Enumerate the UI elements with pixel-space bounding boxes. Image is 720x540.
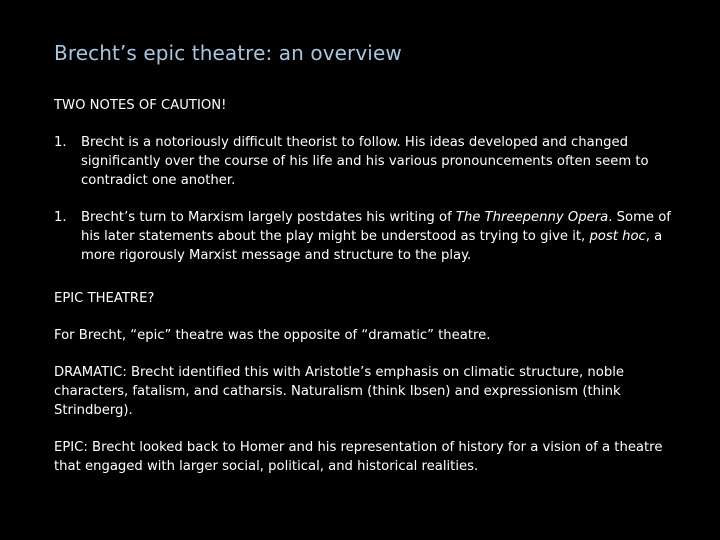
caution-item-2 <box>54 208 674 265</box>
paragraph-definition: For Brecht, “epic” theatre was the opposite of “dramatic” theatre. <box>54 328 491 343</box>
item-text-before: Brecht’s turn to Marxism largely postdates his writing of <box>81 210 456 225</box>
caution-heading: TWO NOTES OF CAUTION! <box>54 98 227 113</box>
item-text-middle: . Some of his later statements about the play might be understood as trying to give it, <box>81 210 671 244</box>
slide-body <box>54 96 674 494</box>
italic-phrase: post hoc <box>589 229 646 244</box>
epic-heading: EPIC THEATRE? <box>54 291 155 306</box>
item-text-after: , a more rigorously Marxist message and structure to the play. <box>81 229 663 263</box>
caution-item-1 <box>54 133 674 190</box>
play-title: The Threepenny Opera <box>455 210 609 225</box>
item-number: 1. <box>54 135 67 150</box>
paragraph-epic: EPIC: Brecht looked back to Homer and his representation of history for a vision of a theatre that engaged with larger social, political, and historical realities. <box>54 440 663 474</box>
item-text: Brecht is a notoriously difficult theorist to follow. His ideas developed and changed significantly over the course of his life and his various pronouncements often seem to contradict one another. <box>81 135 649 188</box>
paragraph-dramatic: DRAMATIC: Brecht identified this with Aristotle’s emphasis on climatic structure, noble characters, fatalism, and catharsis. Naturalism (think Ibsen) and expressionism (think Strindberg). <box>54 365 624 418</box>
slide-title: Brecht’s epic theatre: an overview <box>54 41 402 65</box>
item-number: 1. <box>54 210 67 225</box>
